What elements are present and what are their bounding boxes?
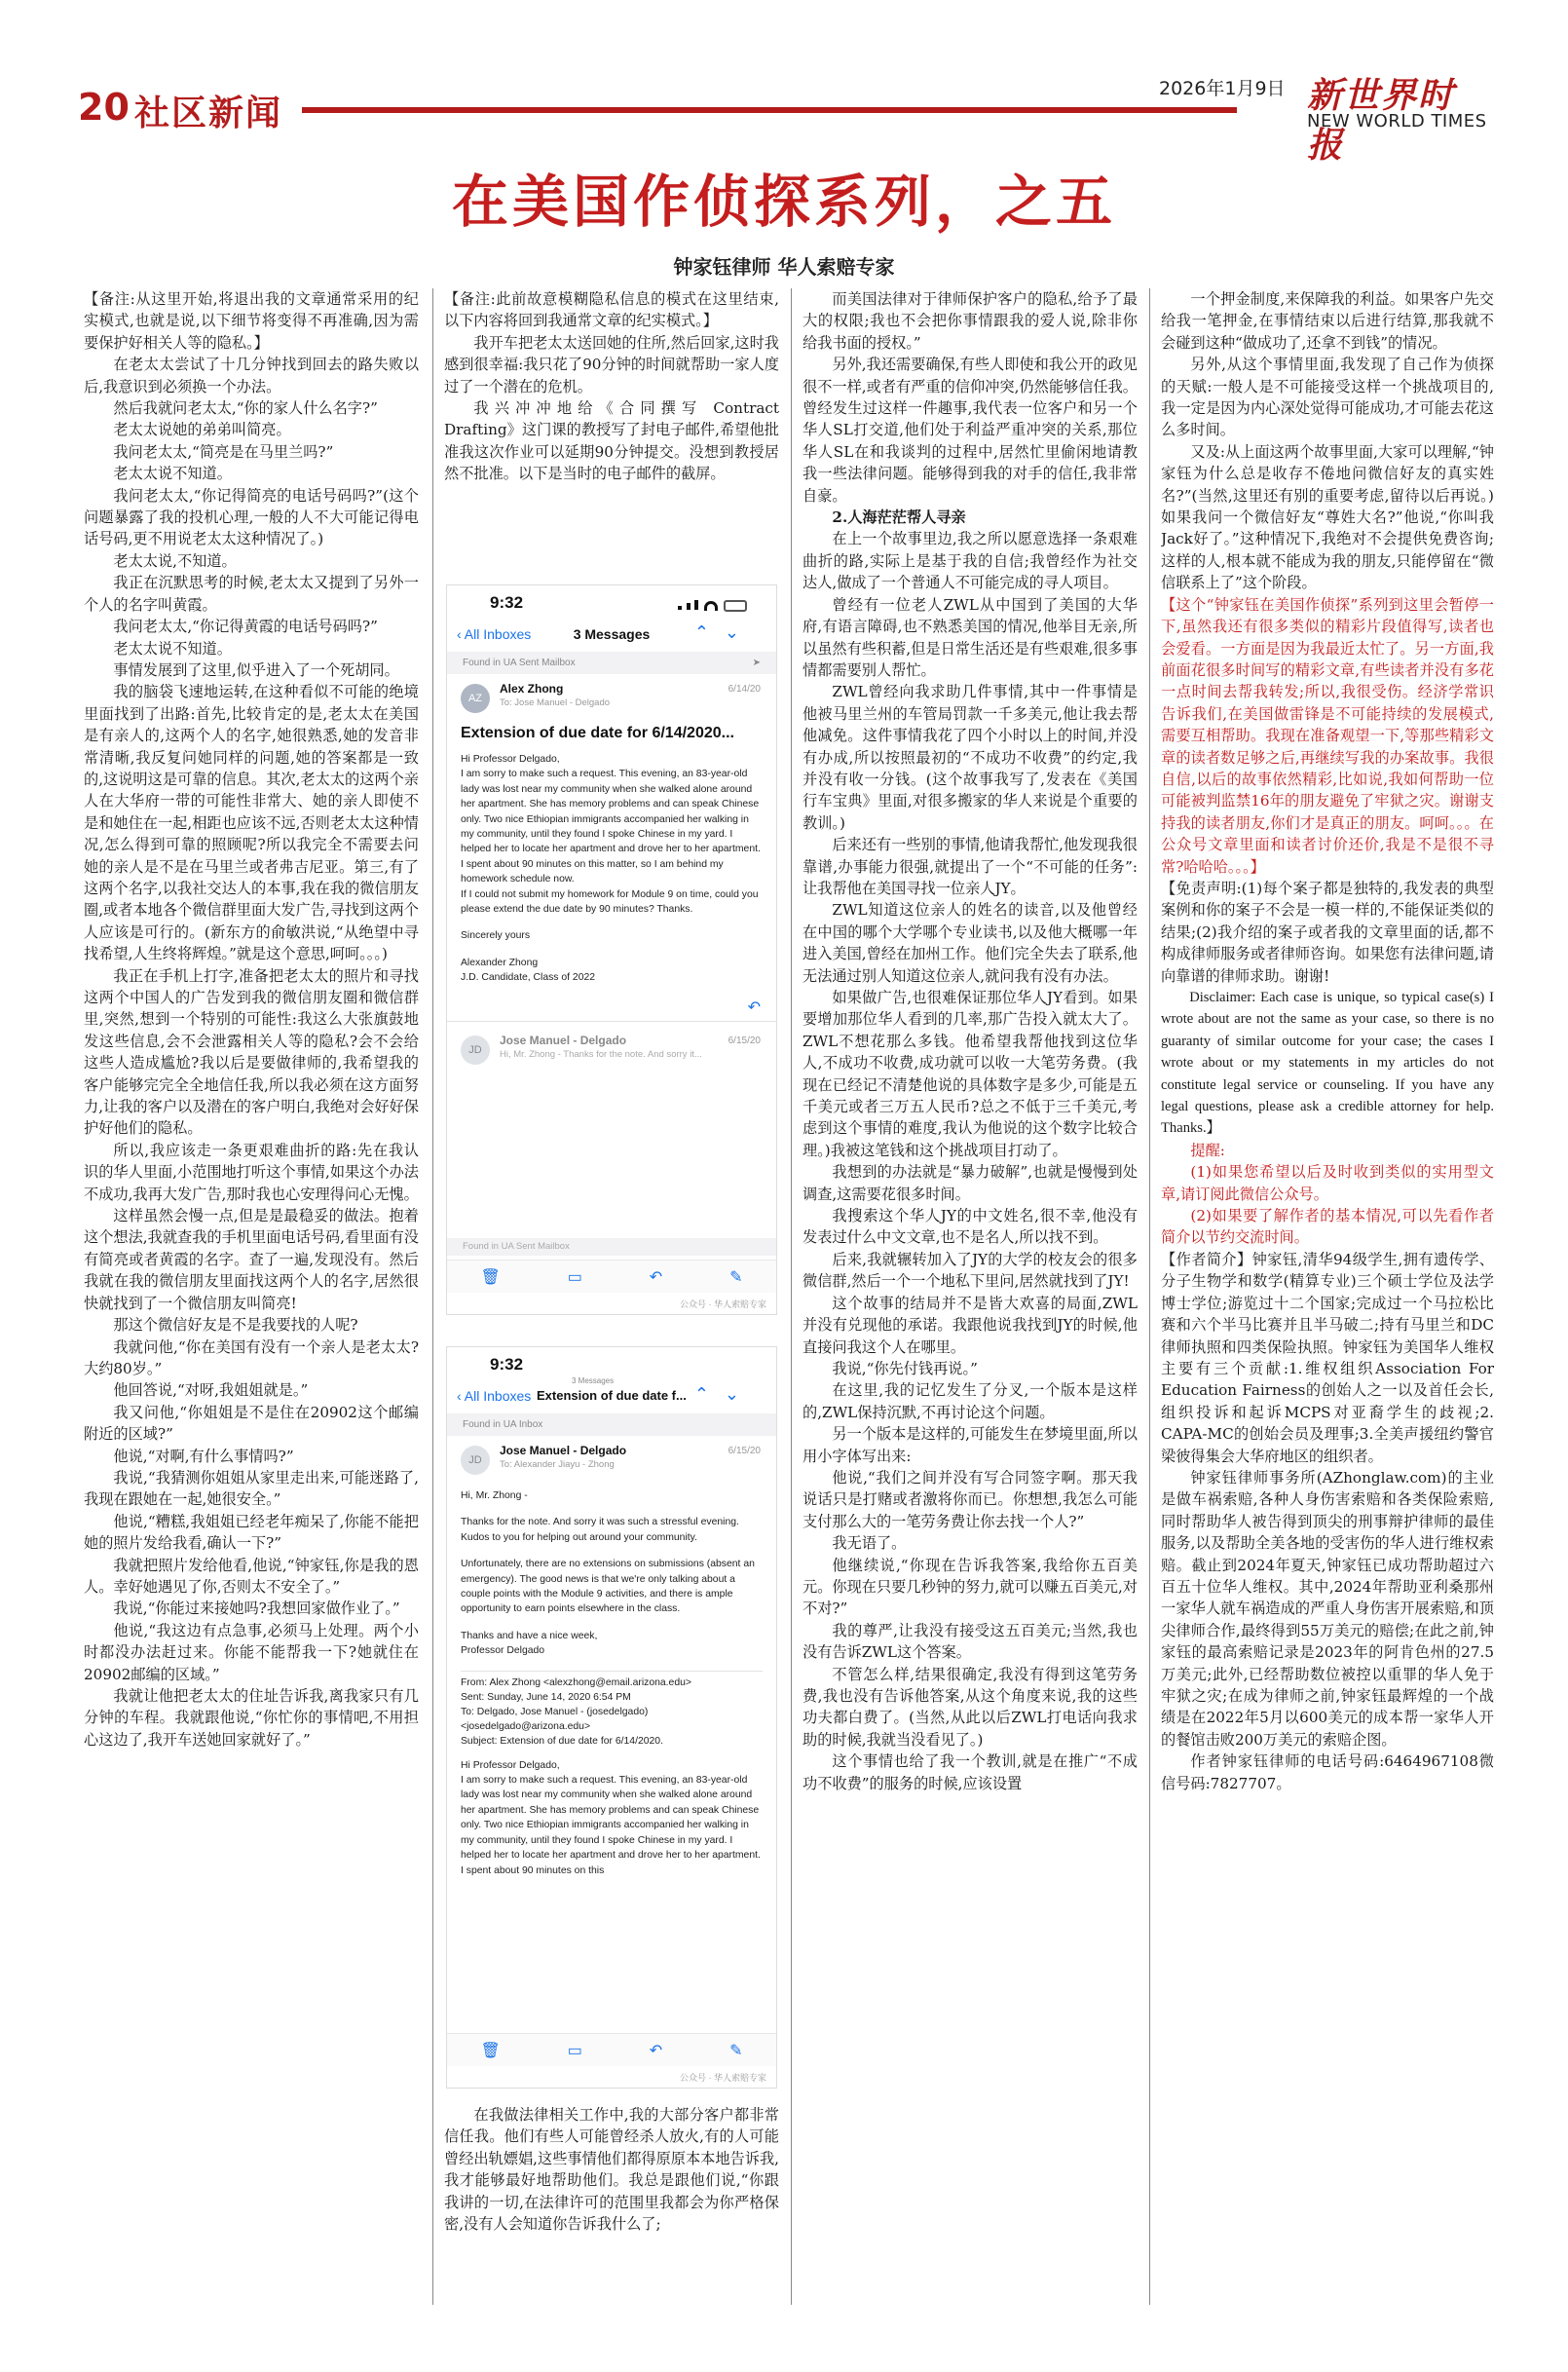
article-byline: 钟家钰律师 华人索赔专家 (673, 255, 895, 279)
message-header[interactable] (447, 674, 776, 721)
article-paragraph: 我说,“你能过来接她吗?我想回家做作业了。” (113, 1600, 400, 1618)
article-paragraph: 他说,“我们之间并没有写合同签字啊。那天我说话只是打赌或者激将你而已。你想想,我怎么可能支付那么大的一笔劳务费让你去找一个人?” (803, 1468, 1138, 1530)
article-paragraph: 我开车把老太太送回她的住所,然后回家,这时我感到很幸福:我只花了90分钟的时间就帮助一家人度过了一个潜在的危机。 (444, 333, 779, 395)
message-preview[interactable] (447, 1026, 776, 1069)
article-paragraph: 我搜索这个华人JY的中文姓名,很不幸,他没有发表过什么中文文章,也不是名人,所以找不到。 (803, 1207, 1138, 1247)
status-bar (447, 1347, 776, 1380)
article-paragraph: 所以,我应该走一条更艰难曲折的路:先在我认识的华人里面,小范围地打听这个事情,如果这个办法不成功,我再大发广告,那时我也心安理得问心无愧。 (84, 1141, 419, 1203)
battery-icon (724, 600, 747, 612)
status-bar (447, 585, 776, 619)
mailbox-label: Found in UA Inbox (447, 1413, 776, 1436)
thread-title: Extension of due date f... (537, 1388, 687, 1403)
status-icons (678, 597, 747, 615)
reminder-2: (2)如果要了解作者的基本情况,可以先看作者简介以节约交流时间。 (1161, 1207, 1494, 1247)
paper-name-en: NEW WORLD TIMES (1307, 111, 1487, 132)
watermark: 公众号 · 华人索赔专家 (680, 2073, 766, 2083)
location-arrow-icon: ➤ (752, 658, 761, 668)
preview-text: Hi, Mr. Zhong - Thanks for the note. And sorry it... (500, 1048, 702, 1060)
back-label: All Inboxes (464, 1388, 532, 1404)
page-number: 20 (78, 86, 130, 129)
quoted-from[interactable]: From: Alex Zhong <alexzhong@email.arizona.edu> (461, 1676, 691, 1688)
clock: 9:32 (490, 593, 524, 612)
article-paragraph: 我问老太太,“简亮是在马里兰吗?” (113, 442, 334, 461)
article-paragraph: 另一个版本是这样的,可能发生在梦境里面,所以用小字体写出来: (803, 1425, 1138, 1465)
message-header[interactable] (447, 1436, 776, 1483)
article-paragraph: 我问老太太,“你记得简亮的电话号码吗?”(这个问题暴露了我的投机心理,一般的人不大可能记得电话号码,更不用说老太太这种情况了。) (84, 486, 419, 548)
article-paragraph: 这个故事的结局并不是皆大欢喜的局面,ZWL并没有兑现他的承诺。我跟他说我找到JY的时候,他直接问我这个人在哪里。 (803, 1294, 1138, 1356)
article-paragraph: 那这个微信好友是不是我要找的人呢? (113, 1316, 358, 1335)
preview-avatar: JD (461, 1035, 490, 1065)
mail-toolbar (447, 2033, 776, 2066)
article-paragraph: 又及:从上面这两个故事里面,大家可以理解,“钟家钰为什么总是收存不倦地问微信好友的真实姓名?”(当然,这里还有别的重要考虑,留待以后再说。)如果我问一个微信好友“尊姓大名?”他说,“你叫我Jack好了。”这种情况下,我绝对不会提供免费咨询;这样的人,根本就不能成为我的朋友,只能停留在“微信联系上了”这个阶段。 (1161, 442, 1494, 592)
email-paragraph: Hi, Mr. Zhong - (461, 1490, 528, 1501)
article-paragraph: 如果做广告,也很难保证那位华人JY看到。如果要增加那位华人看到的几率,那广告投入就太大了。ZWL不想花那么多钱。他希望我帮他找到这位华人,不成功不收费,成功就可以收一大笔劳务费。(我现在已经记不清楚他说的具体数字是多少,可能是五千美元或者三万五人民币?总之不低于三千美元,考虑到这个事情的难度,我认为他说的这个数字比较合理。)我被这笔钱和这个挑战项目打动了。 (803, 989, 1138, 1159)
watermark: 公众号 · 华人索赔专家 (680, 1299, 766, 1309)
sender-name: Jose Manuel - Delgado (500, 1444, 627, 1457)
reminder-1: (1)如果您希望以后及时收到类似的实用型文章,请订阅此微信公众号。 (1161, 1163, 1494, 1203)
article-paragraph: 在上一个故事里边,我之所以愿意选择一条艰难曲折的路,实际上是基于我的自信;我曾经作为社交达人,做成了一个普通人不可能完成的寻人项目。 (803, 530, 1138, 592)
article-paragraph: 不管怎么样,结果很确定,我没有得到这笔劳务费,我也没有告诉他答案,从这个角度来说,我的这些功夫都白费了。(当然,从此以后ZWL打电话向我求助的时候,我就当没看见了。) (803, 1665, 1138, 1749)
series-pause-note: 【这个“钟家钰在美国作侦探”系列到这里会暂停一下,虽然我还有很多类似的精彩片段值得写,读者也会爱看。一方面是因为我最近太忙了。另一方面,我前面花很多时间写的精彩文章,有些读者并没有多花一点时间去帮我转发;所以,我很受伤。经济学常识告诉我们,在美国做雷锋是不可能持续的发展模式,需要互相帮助。我现在准备观望一下,等那些精彩文章的读者数足够之后,再继续写我的办案故事。我很自信,以后的故事依然精彩,比如说,我如何帮助一位可能被判监禁16年的朋友避免了牢狱之灾。谢谢支持我的读者朋友,你们才是真正的朋友。呵呵。。。在公众号文章里面和读者讨价还价,我是不是很不寻常?哈哈哈。。。】 (1161, 595, 1494, 876)
clock: 9:32 (490, 1355, 524, 1374)
article-paragraph: 我正在沉默思考的时候,老太太又提到了另外一个人的名字叫黄霞。 (84, 574, 419, 614)
article-paragraph: 老太太说她的弟弟叫简亮。 (113, 421, 291, 439)
article-column-2-top (444, 288, 779, 503)
article-paragraph: 曾经有一位老人ZWL从中国到了美国的大华府,有语言障碍,也不熟悉美国的情况,他举目无亲,所以虽然有些积蓄,但是日常生活还是有些艰难,很多事情都需要别人帮忙。 (803, 595, 1138, 679)
article-paragraph: 我无语了。 (832, 1534, 907, 1553)
folder-icon[interactable]: ▭ (567, 1268, 582, 1286)
disclaimer-en: Disclaimer: Each case is unique, so typical case(s) I wrote about are not the same as your case, so there is no guaranty of similar outcome for your case; the cases I wrote about or my statements in my articles do not constitute legal service or counseling. If you have any legal questions, please ask a credible attorney for help. Thanks.】 (1161, 990, 1494, 1137)
back-label: All Inboxes (464, 626, 532, 642)
article-paragraph: 我就把照片发给他看,他说,“钟家钰,你是我的恩人。幸好她遇见了你,否则太不安全了。” (84, 1556, 419, 1596)
reply-icon[interactable]: ↶ (747, 998, 761, 1016)
email-body (447, 1483, 776, 1878)
article-paragraph: 我说,“你先付钱再说。” (832, 1359, 978, 1377)
article-paragraph: 他说,“我这边有点急事,必须马上处理。两个小时都没办法赶过来。你能不能帮我一下?她就住在20902邮编的区域。” (84, 1621, 419, 1683)
chevron-up-icon[interactable]: ⌃ (693, 622, 725, 642)
article-paragraph: 他说,“对啊,有什么事情吗?” (113, 1447, 294, 1465)
article-paragraph: 老太太说,不知道。 (113, 551, 237, 570)
thread-count: 3 Messages (572, 1376, 615, 1385)
chevron-up-icon[interactable]: ⌃ (693, 1384, 725, 1404)
email-body (447, 752, 776, 986)
email-subject: Extension of due date for 6/14/2020... (461, 725, 734, 741)
article-paragraph: 他回答说,“对呀,我姐姐就是。” (113, 1381, 309, 1400)
article-paragraph: 【备注:此前故意模糊隐私信息的模式在这里结束,以下内容将回到我通常文章的纪实模式。】 (444, 290, 779, 330)
recipient: To: Jose Manuel - Delgado (500, 697, 611, 708)
trash-icon[interactable]: 🗑 (480, 1268, 501, 1286)
column-divider (432, 288, 433, 2305)
wifi-icon (704, 601, 718, 611)
mail-nav-bar (447, 1376, 776, 1413)
article-paragraph: 2.人海茫茫帮人寻亲 (832, 508, 966, 527)
divider (447, 1021, 776, 1022)
article-paragraph: 他继续说,“你现在告诉我答案,我给你五百美元。你现在只要几秒钟的努力,就可以赚五百美元,对不对?” (803, 1556, 1138, 1618)
article-paragraph: 老太太说不知道。 (113, 639, 232, 658)
email-paragraph: Unfortunately, there are no extensions on submissions (absent an emergency). The good news is that we're only talking about a couple points with the Module 9 activities, and there is ample opportunity to earn points elsewhere in the class. (461, 1559, 755, 1615)
article-paragraph: 我说,“我猜测你姐姐从家里走出来,可能迷路了,我现在跟她在一起,她很安全。” (84, 1468, 419, 1509)
trash-icon[interactable]: 🗑 (480, 2042, 501, 2059)
masthead-rule (302, 107, 1237, 113)
article-paragraph: 另外,从这个事情里面,我发现了自己作为侦探的天赋:一般人是不可能接受这样一个挑战项目的,我一定是因为内心深处觉得可能成功,才可能去花这么多时间。 (1161, 356, 1494, 439)
mailbox-label (447, 652, 776, 674)
article-paragraph: ZWL曾经向我求助几件事情,其中一件事情是他被马里兰州的车管局罚款一千多美元,他让我去帮他减免。这件事情我花了四个小时以上的时间,并没有办成,所以按照最初的“不成功不收费”的约定,我并没有收一分钱。(这个故事我写了,发表在《美国行车宝典》里面,对很多搬家的华人来说是个重要的教训。) (803, 683, 1138, 832)
masthead (78, 74, 1490, 166)
thread-arrows[interactable] (694, 1384, 755, 1405)
sender-name: Alex Zhong (500, 682, 564, 696)
section-name: 社区新闻 (134, 94, 283, 133)
article-column-1 (84, 288, 419, 2315)
article-paragraph: 事情发展到了这里,似乎进入了一个死胡同。 (113, 660, 399, 679)
article-column-4 (1161, 288, 1494, 2315)
article-paragraph: 我又问他,“你姐姐是不是住在20902这个邮编附近的区域?” (84, 1403, 419, 1444)
article-paragraph: 在这里,我的记忆发生了分叉,一个版本是这样的,ZWL保持沉默,不再讨论这个问题。 (803, 1381, 1138, 1421)
quoted-body: Hi Professor Delgado, I am sorry to make such a request. This evening, an 83-year-old lady was lost near my community when she walked alone around her apartment. She has memory problems and can speak Chinese only. Two nice Ethiopian immigrants accompanied her walking in my community, until they found I spoke Chinese in my yard. I helped her to locate her apartment and drove her to her apartment. I spent about 90 minutes on this (461, 1759, 761, 1876)
publication-date: 2026年1月9日 (1159, 78, 1286, 99)
article-paragraph: 我兴冲冲地给《合同撰写 Contract Drafting》这门课的教授写了封电子邮件,希望他批准我这次作业可以延期90分钟提交。没想到教授居然不批准。以下是当时的电子邮件的截屏。 (444, 399, 779, 483)
paper-name-cn: 新世界时报 (1307, 75, 1456, 166)
back-button[interactable]: ‹ All Inboxes (457, 1388, 532, 1404)
reminder-title: 提醒: (1190, 1141, 1225, 1159)
article-paragraph: 这个事情也给了我一个教训,就是在推广“不成功不收费”的服务的时候,应该设置 (803, 1752, 1138, 1792)
email-signature: Alexander Zhong J.D. Candidate, Class of 2022 (461, 957, 596, 984)
article-paragraph: 而美国法律对于律师保护客户的隐私,给予了最大的权限;我也不会把你事情跟我的爱人说,除非你给我书面的授权。” (803, 290, 1138, 352)
quoted-sent: Sent: Sunday, June 14, 2020 6:54 PM (461, 1691, 631, 1703)
article-paragraph: 我正在手机上打字,准备把老太太的照片和寻找这两个中国人的广告发到我的微信朋友圈和微信群里,突然,想到一个特别的可能性:我这么大张旗鼓地发这些信息,会不会泄露相关人等的隐私?会不会给这些人造成尴尬?我以后是要做律师的,我希望我的客户能够完完全全地信任我,所以我必须在这方面努力,让我的客户以及潜在的客户明白,我绝对会好好保护好他们的隐私。 (84, 966, 419, 1138)
article-paragraph: 另外,我还需要确保,有些人即使和我公开的政见很不一样,或者有严重的信仰冲突,仍然能够信任我。曾经发生过这样一件趣事,我代表一位客户和另一个华人SL打交道,他们处于利益严重冲突的关系,那位华人SL在和我谈判的过程中,居然忙里偷闲地请教我一些法律问题。能够得到我的对手的信任,我非常自豪。 (803, 356, 1138, 505)
disclaimer-cn: 【免责声明:(1)每个案子都是独特的,我发表的典型案例和你的案子不会是一模一样的,不能保证类似的结果;(2)我介绍的案子或者我的文章里面的话,都不构成律师服务或者律师咨询。如果您有法律问题,请向靠谱的律师求助。谢谢! (1161, 879, 1494, 985)
preview-date: 6/15/20 (728, 1035, 761, 1046)
email-paragraph: Hi Professor Delgado, I am sorry to make such a request. This evening, an 83-year-old lady was lost near my community when she walked alone around her apartment. She has memory problems and can speak Chinese only. Two nice Ethiopian immigrants accompanied her walking in my community, until they found I spoke Chinese in my yard. I helped her to locate her apartment and drove her to her apartment. I spent about 90 minutes on this matter, so I am behind my homework schedule now. If I could not submit my homework for Module 9 on time, could you please extend the due date by 90 minutes? Thanks. (461, 754, 761, 916)
article-paragraph: 在我做法律相关工作中,我的大部分客户都非常信任我。他们有些人可能曾经杀人放火,有的人可能曾经出轨嫖娼,这些事情他们都得原原本本地告诉我,我才能够最好地帮助他们。我总是跟他们说,“你跟我讲的一切,在法律许可的范围里我都会为你严格保密,没有人会知道你告诉我什么了; (444, 2106, 779, 2234)
sender-avatar: JD (461, 1446, 490, 1475)
article-paragraph: 我问老太太,“你记得黄霞的电话号码吗?” (113, 618, 378, 636)
chevron-down-icon[interactable]: ⌄ (724, 622, 755, 642)
article-paragraph: 我的脑袋飞速地运转,在这种看似不可能的绝境里面找到了出路:首先,比较肯定的是,老太太在美国是有亲人的,这两个人的名字,她很熟悉,她的发音非常清晰,我反复问她同样的问题,她的答案都是一致的,这说明这是可靠的信息。其次,老太太的这两个亲人在大华府一带的可能性非常大、她的亲人即使不是和她住在一起,相距也应该不远,否则老太太这种情况,怎么得到可靠的照顾呢?所以我完全不需要去问她的亲人是不是在马里兰或者弗吉尼亚。第三,有了这两个名字,以我社交达人的本事,我在我的微信朋友圈,或者本地各个微信群里面大发广告,寻找到这两个人应该是可行的。(新东方的俞敏洪说,“从绝望中寻找希望,人生终将辉煌。”就是这个意思,呵呵。。。) (84, 683, 419, 963)
mail-nav-bar (447, 619, 776, 652)
article-paragraph: 我就让他把老太太的住址告诉我,离我家只有几分钟的车程。我就跟他说,“你忙你的事情吧,不用担心这边了,我开车送她回家就好了。” (84, 1687, 419, 1749)
article-paragraph: 这样虽然会慢一点,但是是最稳妥的做法。抱着这个想法,我就查我的手机里面电话号码,看里面有没有简亮或者黄霞的名字。查了一遍,发现没有。然后我就在我的微信朋友里面找这两个人的名字,居然很快就找到了一个微信朋友叫简亮! (84, 1207, 419, 1312)
folder-icon[interactable]: ▭ (567, 2042, 582, 2059)
article-paragraph: 钟家钰律师事务所(AZhonglaw.com)的主业是做车祸索赔,各种人身伤害索赔和各类保险索赔,同时帮助华人被告得到顶尖的刑事辩护律师的最佳服务,以及帮助全美各地的受害伤的华人进行维权索赔。截止到2024年夏天,钟家钰已成功帮助超过六百五十位华人维权。其中,2024年帮助亚利桑那州一家华人就车祸造成的严重人身伤害开展索赔,和顶尖律师合作,最终得到55万美元的赔偿;在此之前,钟家钰的最高索赔记录是2023年的阿肯色州的27.5万美元;此外,已经帮助数位被控以重罪的华人免于牢狱之灾;在成为律师之前,钟家钰最辉煌的一个战绩是在2022年5月以600美元的成本帮一家华人开的餐馆击败200万美元的索赔企图。 (1161, 1468, 1494, 1749)
article-paragraph: 我想到的办法就是“暴力破解”,也就是慢慢到处调查,这需要花很多时间。 (803, 1163, 1138, 1203)
article-paragraph: 后来,我就辗转加入了JY的大学的校友会的很多微信群,然后一个一个地私下里问,居然就找到了JY! (803, 1250, 1138, 1291)
column-divider (791, 288, 792, 2305)
email-paragraph: Sincerely yours (461, 930, 531, 942)
mailbox-name: Found in UA Sent Mailbox (463, 658, 576, 668)
compose-icon[interactable]: ✎ (729, 2042, 743, 2059)
reply-all-icon[interactable]: ↶ (649, 2042, 663, 2059)
article-column-2-bottom (444, 2104, 779, 2309)
article-paragraph: 老太太说不知道。 (113, 465, 232, 483)
article-column-3 (803, 288, 1138, 2315)
signal-icon (678, 597, 698, 615)
mail-toolbar (447, 1260, 776, 1293)
article-paragraph: 在老太太尝试了十几分钟找到回去的路失败以后,我意识到必须换一个办法。 (84, 356, 419, 395)
article-paragraph: 【作者简介】钟家钰,清华94级学生,拥有遗传学、分子生物学和数学(精算专业)三个硕士学位及法学博士学位;游览过十二个国家;完成过一个马拉松比赛和六个半马比赛并且半马破二;持有马里兰和DC律师执照和四类保险执照。钟家钰为美国华人维权主要有三个贡献:1.维权组织Association For Education Fairness的创始人之一以及首任会长,组织投诉和起诉MCPS对亚裔学生的歧视;2. CAPA-MC的创始会员及理事;3.全美声援纽约警官梁彼得集会大华府地区的组织者。 (1161, 1250, 1494, 1465)
quoted-to[interactable]: To: Delgado, Jose Manuel - (josedelgado) <josedelgado@arizona.edu> (461, 1706, 649, 1732)
email-screenshot-1 (446, 584, 777, 1315)
preview-sender: Jose Manuel - Delgado (500, 1033, 627, 1047)
mailbox-label-2: Found in UA Sent Mailbox (447, 1238, 776, 1256)
article-paragraph: 后来还有一些别的事情,他请我帮忙,他发现我很靠谱,办事能力很强,就提出了一个“不可能的任务”:让我帮他在美国寻找一位亲人JY。 (803, 836, 1138, 897)
article-headline: 在美国作侦探系列，之五 (451, 169, 1116, 235)
chevron-down-icon[interactable]: ⌄ (724, 1384, 755, 1404)
article-paragraph: 我就问他,“你在美国有没有一个亲人是老太太?大约80岁。” (84, 1337, 419, 1377)
article-paragraph: 然后我就问老太太,“你的家人什么名字?” (113, 399, 378, 418)
article-paragraph: ZWL知道这位亲人的姓名的读音,以及他曾经在中国的哪个大学哪个专业读书,以及他大概哪一年进入美国,曾经在加州工作。他们完全失去了联系,他无法通过别人知道这位亲人,就问我有没有办法。 (803, 901, 1138, 985)
article-paragraph: 作者钟家钰律师的电话号码:6464967108微信号码:7827707。 (1161, 1752, 1494, 1792)
column-divider (1149, 288, 1150, 2305)
back-button[interactable]: ‹ All Inboxes (457, 626, 532, 642)
email-screenshot-2 (446, 1346, 777, 2089)
divider (461, 1671, 763, 1672)
reply-all-icon[interactable]: ↶ (649, 1268, 663, 1286)
thread-arrows[interactable] (694, 622, 755, 643)
quoted-subject: Subject: Extension of due date for 6/14/2020. (461, 1735, 663, 1747)
article-paragraph: 他说,“糟糕,我姐姐已经老年痴呆了,你能不能把她的照片发给我看,确认一下?” (84, 1512, 419, 1553)
article-paragraph: 一个押金制度,来保障我的利益。如果客户先交给我一笔押金,在事情结束以后进行结算,那我就不会碰到这种“做成功了,还拿不到钱”的情况。 (1161, 290, 1494, 352)
article-paragraph: 【备注:从这里开始,将退出我的文章通常采用的纪实模式,也就是说,以下细节将变得不再准确,因为需要保护好相关人等的隐私。】 (84, 290, 419, 352)
message-date: 6/14/20 (728, 684, 761, 695)
email-paragraph: Thanks for the note. And sorry it was such a stressful evening. Kudos to you for helping out around your community. (461, 1517, 739, 1543)
message-date: 6/15/20 (728, 1446, 761, 1456)
compose-icon[interactable]: ✎ (729, 1268, 743, 1286)
quoted-header (461, 1675, 763, 1749)
sender-avatar: AZ (461, 684, 490, 713)
thread-count: 3 Messages (573, 626, 651, 642)
recipient: To: Alexander Jiayu - Zhong (500, 1459, 615, 1470)
email-paragraph: Thanks and have a nice week, Professor Delgado (461, 1630, 598, 1657)
article-paragraph: 我的尊严,让我没有接受这五百美元;当然,我也没有告诉ZWL这个答案。 (803, 1621, 1138, 1662)
